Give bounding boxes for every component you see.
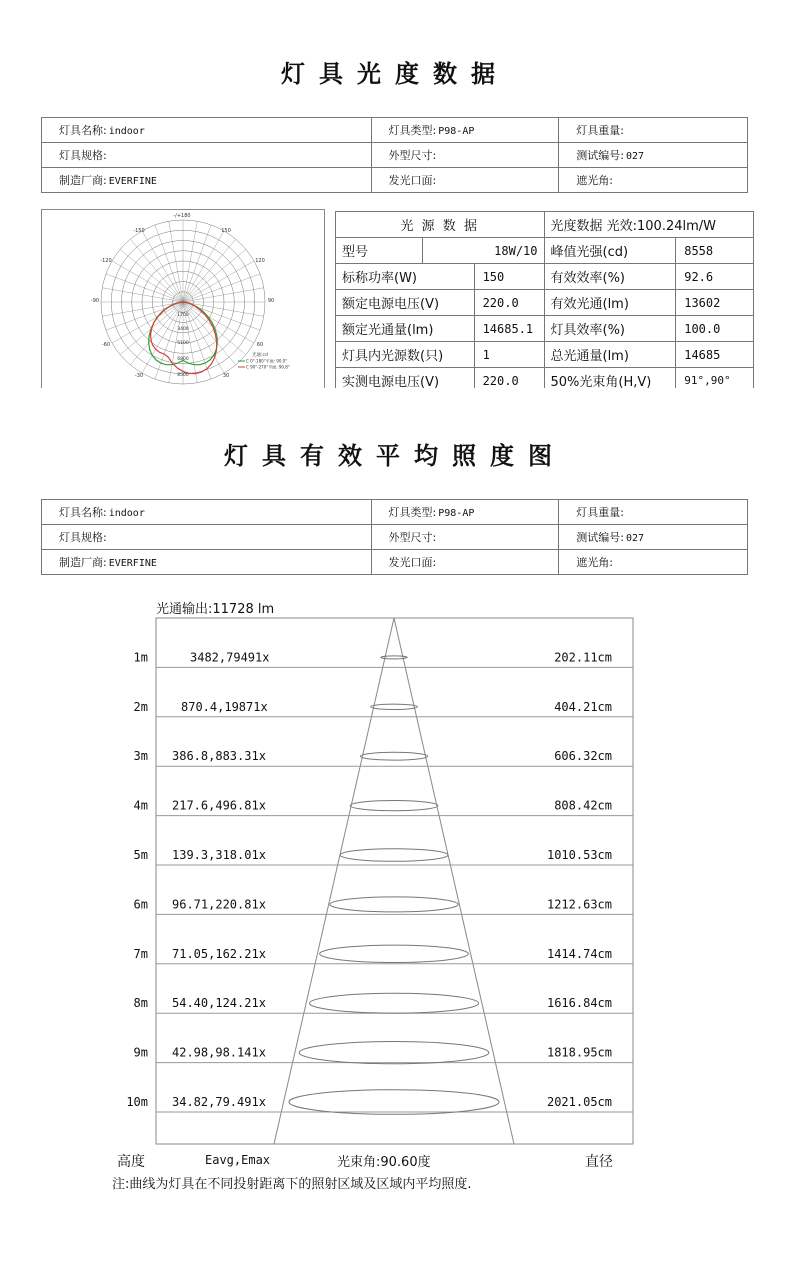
polar-legend-entry: C 90°-270°平面: 90.8° xyxy=(246,364,290,370)
polar-radial-label: 6800 xyxy=(177,357,189,362)
photometric-key: 型号 xyxy=(336,238,423,264)
diameter-label: 606.32cm xyxy=(554,749,612,764)
photometric-value: 220.0 xyxy=(474,290,544,316)
illuminance-label: 870.4,19871x xyxy=(181,699,268,714)
cone-right-edge xyxy=(394,618,514,1144)
info-cell: 遮光角: xyxy=(559,550,748,575)
section2-title: 灯具有效平均照度图 xyxy=(224,442,566,470)
photometric-key: 总光通量(lm) xyxy=(544,342,676,368)
polar-angle-label: -30 xyxy=(134,373,144,379)
beam-ellipse xyxy=(340,849,448,862)
polar-angle-label: 150 xyxy=(221,228,231,234)
diameter-label: 404.21cm xyxy=(554,699,612,714)
beam-ellipse xyxy=(350,801,438,811)
photometric-key: 50%光束角(H,V) xyxy=(544,368,676,389)
illuminance-label: 71.05,162.21x xyxy=(172,946,266,961)
diameter-label: 2021.05cm xyxy=(546,1095,612,1109)
polar-angle-label: 60 xyxy=(256,342,264,348)
photometric-key: 灯具内光源数(只) xyxy=(336,342,475,368)
height-label: 9m xyxy=(133,1045,148,1060)
beam-ellipse xyxy=(371,704,418,709)
photometric-key: 额定电源电压(V) xyxy=(336,290,475,316)
photometric-value: 150 xyxy=(474,264,544,290)
photometric-key: 有效效率(%) xyxy=(544,264,676,290)
beam-ellipse xyxy=(309,993,478,1013)
diameter-label: 1818.95cm xyxy=(546,1045,612,1060)
polar-angle-label: 120 xyxy=(255,258,265,264)
photometric-value: 100.0 xyxy=(676,316,754,342)
illuminance-label: 386.8,883.31x xyxy=(172,749,266,764)
diameter-label: 1616.84cm xyxy=(546,996,612,1011)
polar-radial-label: 3400 xyxy=(177,327,189,332)
polar-radial-label: 5100 xyxy=(177,341,189,346)
illuminance-label: 217.6,496.81x xyxy=(172,798,266,813)
photometric-key: 实测电源电压(V) xyxy=(336,368,475,389)
info-cell: 遮光角: xyxy=(559,168,748,193)
info-cell: 测试编号: 027 xyxy=(559,525,748,550)
info-cell: 制造厂商: EVERFINE xyxy=(42,550,372,575)
chart-note: 注:曲线为灯具在不同投射距离下的照射区域及区域内平均照度. xyxy=(112,1177,472,1192)
height-label: 10m xyxy=(126,1095,148,1109)
polar-angle-label: 30 xyxy=(222,373,230,379)
photometric-value: 14685.1 xyxy=(474,316,544,342)
height-label: 6m xyxy=(133,897,148,912)
info-cell: 测试编号: 027 xyxy=(559,143,748,168)
info-cell: 灯具规格: xyxy=(42,143,372,168)
polar-angle-label: -150 xyxy=(133,228,145,234)
illuminance-label: 34.82,79.491x xyxy=(172,1095,266,1109)
info-cell: 外型尺寸: xyxy=(371,143,559,168)
info-cell: 发光口面: xyxy=(371,168,559,193)
photometric-key: 峰值光强(cd) xyxy=(544,238,676,264)
cone-left-edge xyxy=(274,618,394,1144)
diameter-label: 808.42cm xyxy=(554,798,612,813)
height-label: 2m xyxy=(133,699,148,714)
polar-angle-label: -90 xyxy=(90,298,100,304)
beam-ellipse xyxy=(289,1090,499,1115)
info-cell: 灯具类型: P98-AP xyxy=(371,500,559,525)
photometric-key: 灯具效率(%) xyxy=(544,316,676,342)
photometric-key: 额定光通量(lm) xyxy=(336,316,475,342)
height-label: 1m xyxy=(133,650,148,665)
height-label: 5m xyxy=(133,848,148,862)
info-cell: 灯具名称: indoor xyxy=(42,500,372,525)
info-cell: 灯具类型: P98-AP xyxy=(371,118,559,143)
eavg-axis-label: Eavg,Emax xyxy=(205,1153,271,1167)
height-label: 7m xyxy=(133,946,148,961)
beam-ellipse xyxy=(360,752,427,760)
polar-angle-label: -120 xyxy=(100,258,112,264)
info-cell: 灯具名称: indoor xyxy=(42,118,372,143)
photometric-key: 有效光通(lm) xyxy=(544,290,676,316)
beam-ellipse xyxy=(320,945,469,962)
info-cell: 灯具重量: xyxy=(559,500,748,525)
height-label: 4m xyxy=(133,798,148,813)
diameter-label: 1010.53cm xyxy=(546,848,612,862)
illuminance-label: 54.40,124.21x xyxy=(172,996,266,1011)
photometric-key: 标称功率(W) xyxy=(336,264,475,290)
beam-ellipse xyxy=(299,1042,489,1064)
photometric-value: 92.6 xyxy=(676,264,754,290)
polar-angle-label: -60 xyxy=(101,342,111,348)
photometric-value: 14685 xyxy=(676,342,754,368)
illuminance-label: 96.71,220.81x xyxy=(172,897,266,912)
photometric-value: 1 xyxy=(474,342,544,368)
chart-frame xyxy=(156,618,633,1144)
illuminance-label: 3482,79491x xyxy=(190,650,270,665)
photometric-value: 91°,90° xyxy=(676,368,754,389)
info-cell: 灯具规格: xyxy=(42,525,372,550)
polar-radial-label: 1700 xyxy=(177,313,189,318)
section1-title: 灯具光度数据 xyxy=(281,60,509,88)
polar-radial-label: 8500 xyxy=(177,373,189,378)
polar-legend-entry: C 0°-180°平面: 90.0° xyxy=(246,358,288,364)
info-cell: 制造厂商: EVERFINE xyxy=(42,168,372,193)
photometric-header-right: 光度数据 光效:100.24lm/W xyxy=(544,212,754,238)
height-axis-label: 高度 xyxy=(117,1154,145,1170)
diameter-label: 1212.63cm xyxy=(546,897,612,912)
height-label: 8m xyxy=(133,996,148,1011)
diameter-axis-label: 直径 xyxy=(585,1154,613,1170)
photometric-value: 8558 xyxy=(676,238,754,264)
diameter-label: 202.11cm xyxy=(554,650,612,665)
photometric-value: 13602 xyxy=(676,290,754,316)
info-cell: 发光口面: xyxy=(371,550,559,575)
polar-angle-label: 90 xyxy=(267,298,275,304)
polar-top-label: -/+180 xyxy=(173,213,191,219)
diameter-label: 1414.74cm xyxy=(546,946,612,961)
info-cell: 外型尺寸: xyxy=(371,525,559,550)
info-cell: 灯具重量: xyxy=(559,118,748,143)
illuminance-label: 42.98,98.141x xyxy=(172,1045,266,1060)
beam-ellipse xyxy=(330,897,458,912)
polar-legend-title: 光通:cd xyxy=(252,353,268,358)
photometric-header-left: 光 源 数 据 xyxy=(336,212,545,238)
flux-output-label: 光通输出:11728 lm xyxy=(156,602,275,617)
beam-angle-label: 光束角:90.60度 xyxy=(337,1155,431,1170)
height-label: 3m xyxy=(133,749,148,764)
photometric-value: 220.0 xyxy=(474,368,544,389)
photometric-value: 18W/10 xyxy=(422,238,544,264)
illuminance-label: 139.3,318.01x xyxy=(172,848,266,862)
